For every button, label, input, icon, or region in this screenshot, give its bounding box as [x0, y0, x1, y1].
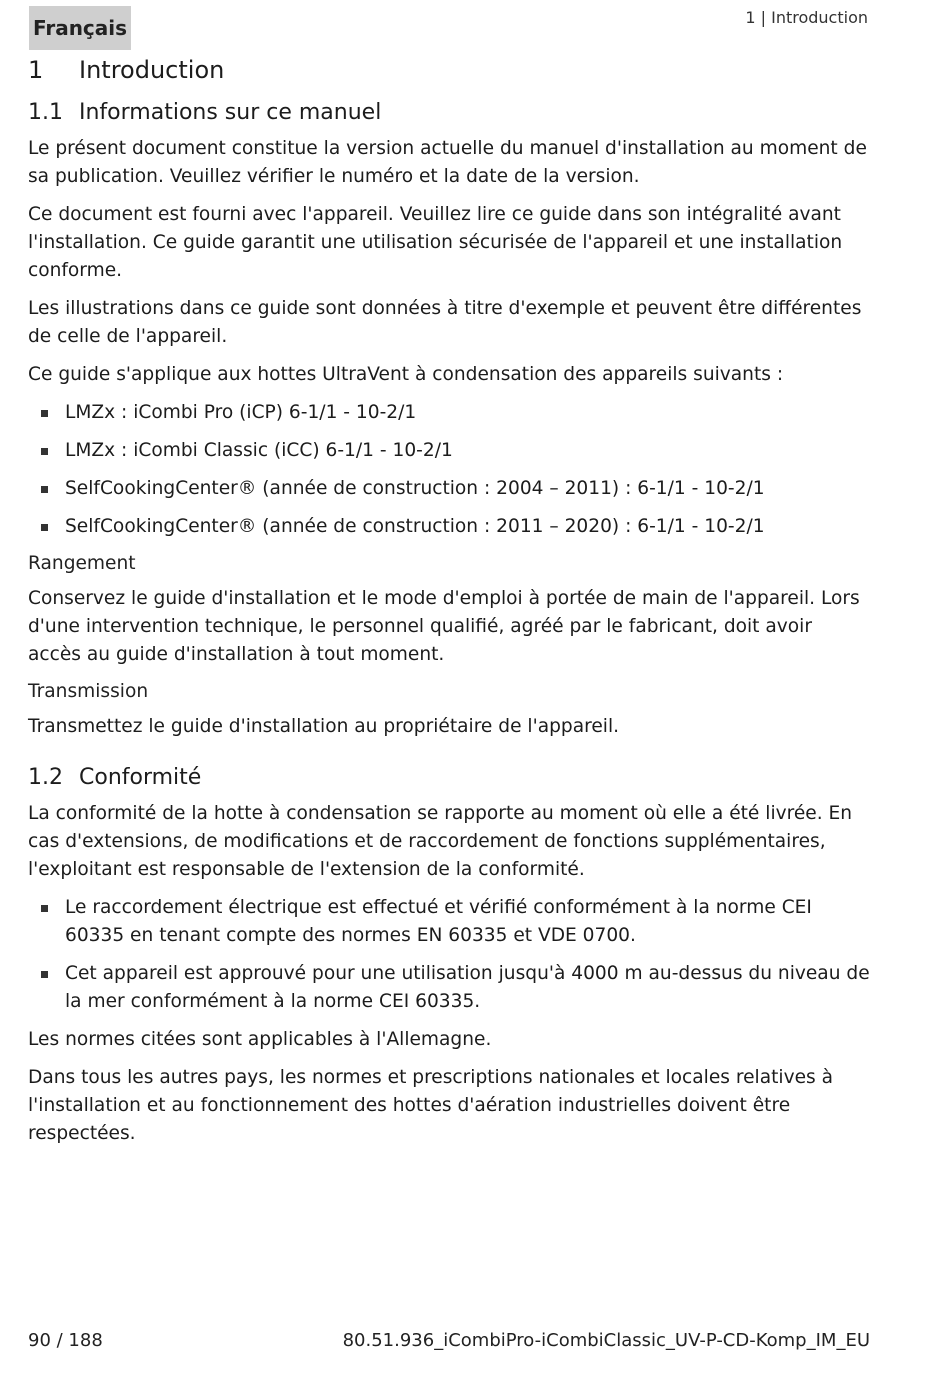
chapter-number: 1: [28, 56, 44, 84]
page-number: 90 / 188: [28, 1330, 103, 1351]
paragraph: Dans tous les autres pays, les normes et prescriptions nationales et locales relatives à l'installation et au fonctionnement des hottes d'aération industrielles doivent être respectées.: [28, 1067, 834, 1144]
paragraph: La conformité de la hotte à condensation se rapporte au moment où elle a été livrée. En cas d'extensions, de modifications et de raccordement de fonctions supplémentaires, l'exploitant est responsable de l'extension de la conformité.: [28, 803, 853, 880]
list-item-text: LMZx : iCombi Pro (iCP) 6-1/1 - 10-2/1: [65, 402, 417, 423]
list-item-text: Cet appareil est approuvé pour une utilisation jusqu'à 4000 m au-dessus du niveau de la mer conformément à la norme CEI 60335.: [65, 963, 870, 1012]
list-item: [28, 894, 870, 950]
page-content: [28, 54, 870, 1158]
bullet-icon: [41, 524, 48, 531]
paragraph: Le présent document constitue la version actuelle du manuel d'installation au moment de sa publication. Veuillez vérifier le numéro et la date de la version.: [28, 138, 867, 187]
list-item-text: Le raccordement électrique est effectué et vérifié conformément à la norme CEI 60335 en tenant compte des normes EN 60335 et VDE 0700.: [65, 897, 812, 946]
list-item-text: SelfCookingCenter® (année de construction : 2011 – 2020) : 6-1/1 - 10-2/1: [65, 516, 765, 537]
section-heading-1-2: [28, 765, 870, 790]
section-title: Informations sur ce manuel: [79, 100, 382, 125]
running-header: 1 | Introduction: [745, 8, 868, 27]
chapter-heading: [28, 56, 870, 84]
subheading-transmission: Transmission: [28, 681, 149, 702]
list-item-text: SelfCookingCenter® (année de construction : 2004 – 2011) : 6-1/1 - 10-2/1: [65, 478, 765, 499]
section-number: 1.2: [28, 765, 63, 790]
list-item: [28, 475, 870, 503]
language-tab: Français: [29, 6, 131, 50]
paragraph: Conservez le guide d'installation et le mode d'emploi à portée de main de l'appareil. Lors d'une intervention technique, le personnel qualifié, agréé par le fabricant, doit avoir accès au guide d'installation à tout moment.: [28, 588, 860, 665]
list-item: [28, 437, 870, 465]
bullet-icon: [41, 486, 48, 493]
chapter-title: Introduction: [79, 56, 225, 84]
paragraph: Ce document est fourni avec l'appareil. Veuillez lire ce guide dans son intégralité avant l'installation. Ce guide garantit une utilisation sécurisée de l'appareil et une installation conforme.: [28, 204, 843, 281]
paragraph: Les normes citées sont applicables à l'Allemagne.: [28, 1029, 492, 1050]
section-heading-1-1: [28, 100, 870, 125]
subheading-storage: Rangement: [28, 553, 136, 574]
list-item: [28, 399, 870, 427]
paragraph: Ce guide s'applique aux hottes UltraVent à condensation des appareils suivants :: [28, 364, 784, 385]
bullet-icon: [41, 448, 48, 455]
document-id: 80.51.936_iCombiPro-iCombiClassic_UV-P-CD-Komp_IM_EU: [342, 1330, 870, 1351]
bullet-icon: [41, 905, 48, 912]
bullet-icon: [41, 971, 48, 978]
bullet-icon: [41, 410, 48, 417]
paragraph: Transmettez le guide d'installation au propriétaire de l'appareil.: [28, 716, 620, 737]
list-item-text: LMZx : iCombi Classic (iCC) 6-1/1 - 10-2/1: [65, 440, 453, 461]
list-item: [28, 960, 870, 1016]
paragraph: Les illustrations dans ce guide sont données à titre d'exemple et peuvent être différentes de celle de l'appareil.: [28, 298, 862, 347]
device-list: [28, 399, 870, 541]
section-title: Conformité: [79, 765, 202, 790]
list-item: [28, 513, 870, 541]
conformity-list: [28, 894, 870, 1016]
section-number: 1.1: [28, 100, 63, 125]
